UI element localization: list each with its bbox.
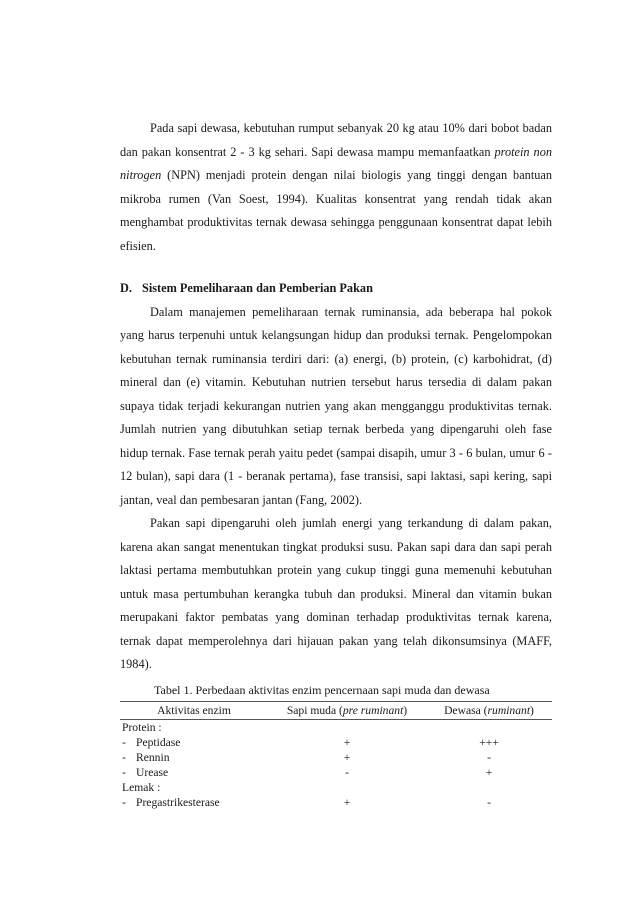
row-dash: - [122,750,126,764]
row-name: Rennin [136,750,170,764]
table-group-row [120,780,552,795]
paragraph-1-part-1: Pada sapi dewasa, kebutuhan rumput sebanyak 20 kg atau 10% dari bobot badan dan pakan konsentrat 2 - 3 kg sehari. Sapi dewasa mampu memanfaatkan [120,121,552,159]
row-name: Pregastrikesterase [136,795,220,809]
header-aktivitas-enzim: Aktivitas enzim [120,701,268,719]
header-sapi-muda-italic: pre ruminant [342,703,404,717]
section-title: Sistem Pemeliharaan dan Pemberian Pakan [142,281,373,295]
table-caption: Tabel 1. Perbedaan aktivitas enzim pencernaan sapi muda dan dewasa [154,682,490,697]
row-dash: - [122,735,126,749]
table-row [120,750,552,765]
row-name-cell [120,795,268,810]
header-dewasa [426,701,552,719]
row-value-dewasa: - [487,750,491,764]
row-value-dewasa: + [485,765,493,779]
row-name: Peptidase [136,735,181,749]
paragraph-2: Dalam manajemen pemeliharaan ternak ruminansia, ada beberapa hal pokok yang harus terpenuhi untuk kelangsungan hidup dan produksi ternak. Pengelompokan kebutuhan ternak ruminansia terdiri dari: (a) energi, (b) protein, (c) karbohidrat, (d) mineral dan (e) vitamin. Kebutuhan nutrien tersebut harus tersedia di dalam pakan supaya tidak terjadi kekurangan nutrien yang akan mengganggu produktivitas ternak. Jumlah nutrien yang dibutuhkan setiap ternak berbeda yang dipengaruhi oleh fase hidup ternak. Fase ternak perah yaitu pedet (sampai disapih, umur 3 - 6 bulan, umur 6 - 12 bulan), sapi dara (1 - beranak pertama), fase transisi, sapi laktasi, sapi kering, sapi jantan, veal dan pembesaran jantan (Fang, 2002). [120,304,552,507]
row-value-muda: - [345,765,349,779]
header-dewasa-text: Dewasa ( [444,703,488,717]
group-lemak: Lemak : [122,780,161,794]
header-dewasa-close: ) [530,703,534,717]
row-name-cell [120,735,268,750]
group-protein: Protein : [122,720,162,734]
section-letter: D. [120,281,132,295]
paragraph-1 [120,117,552,258]
row-name-cell [120,765,268,780]
header-sapi-muda [268,701,426,719]
row-dash: - [122,765,126,779]
row-value-dewasa: - [487,795,491,809]
document-page [120,117,552,810]
paragraph-1-italic-term: protein non nitrogen [120,144,552,182]
header-dewasa-italic: ruminant [487,703,531,717]
table-header-row [120,701,552,719]
enzyme-table [120,701,552,810]
row-dash: - [122,795,126,809]
header-sapi-muda-text: Sapi muda ( [286,703,343,717]
row-value-muda: + [343,750,351,764]
row-value-dewasa: +++ [479,735,499,749]
row-value-muda: + [343,795,351,809]
row-value-muda: + [343,735,351,749]
table-group-row [120,719,552,735]
paragraph-3: Pakan sapi dipengaruhi oleh jumlah energi yang terkandung di dalam pakan, karena akan sangat menentukan tingkat produksi susu. Pakan sapi dara dan sapi perah laktasi pertama membutuhkan protein yang cukup tinggi guna memenuhi kebutuhan untuk masa pertumbuhan kerangka tubuh dan produksi. Mineral dan vitamin bukan merupakani faktor pembatas yang dominan terhadap produktivitas ternak karena, ternak dapat memperolehnya dari hijauan pakan yang telah dikonsumsinya (MAFF, 1984). [120,516,552,671]
section-heading [120,277,552,301]
row-name: Urease [136,765,169,779]
table-row [120,735,552,750]
table-row [120,795,552,810]
row-name-cell [120,750,268,765]
header-sapi-muda-close: ) [403,703,408,717]
table-row [120,765,552,780]
paragraph-1-part-2: (NPN) menjadi protein dengan nilai biologis yang tinggi dengan bantuan mikroba rumen (Van Soest, 1994). Kualitas konsentrat yang rendah tidak akan menghambat produktivitas ternak dewasa sehingga penggunaan konsentrat dapat lebih efisien. [120,168,552,253]
